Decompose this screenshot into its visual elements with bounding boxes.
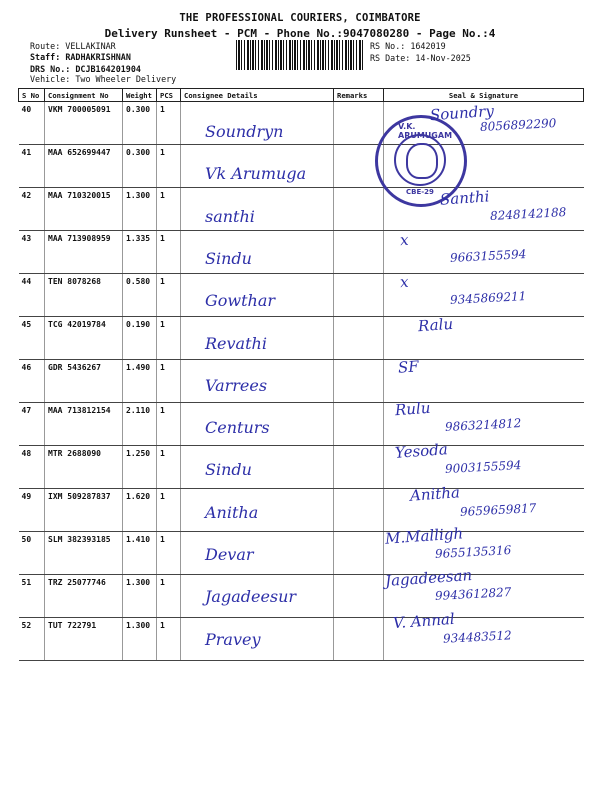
stamp-place: CBE-29 bbox=[406, 188, 434, 196]
consignment-number: TRZ 25077746 bbox=[45, 575, 123, 618]
remarks-cell bbox=[334, 317, 384, 360]
consignment-number: MAA 713812154 bbox=[45, 403, 123, 446]
remarks-cell bbox=[334, 360, 384, 403]
weight: 1.490 bbox=[123, 360, 157, 403]
pieces: 1 bbox=[157, 102, 181, 145]
handwritten-signature: Jagadeesan bbox=[384, 566, 473, 591]
consignee-cell bbox=[181, 446, 334, 489]
col-weight: Weight bbox=[123, 89, 157, 102]
handwritten-phone: 9655135316 bbox=[434, 543, 512, 561]
consignee-handwritten-name: Vk Arumuga bbox=[205, 164, 307, 184]
pieces: 1 bbox=[157, 317, 181, 360]
serial-number: 48 bbox=[19, 446, 45, 489]
pieces: 1 bbox=[157, 532, 181, 575]
handwritten-signature: V. Annal bbox=[392, 609, 456, 632]
serial-number: 47 bbox=[19, 403, 45, 446]
staff-name: RADHAKRISHNAN bbox=[65, 52, 131, 62]
handwritten-signature: M.Malligh bbox=[384, 524, 464, 548]
handwritten-signature: Santhi bbox=[439, 186, 490, 209]
consignment-number: MTR 2688090 bbox=[45, 446, 123, 489]
rs-number: RS No.: 1642019 bbox=[370, 41, 446, 51]
remarks-cell bbox=[334, 618, 384, 661]
consignment-number: MAA 710320015 bbox=[45, 188, 123, 231]
handwritten-phone: 9943612827 bbox=[434, 585, 512, 604]
weight: 0.300 bbox=[123, 102, 157, 145]
serial-number: 42 bbox=[19, 188, 45, 231]
weight: 0.190 bbox=[123, 317, 157, 360]
staff-line bbox=[30, 52, 131, 63]
drs-number: DCJB164201904 bbox=[75, 64, 141, 74]
serial-number: 43 bbox=[19, 231, 45, 274]
col-remarks: Remarks bbox=[334, 89, 384, 102]
pieces: 1 bbox=[157, 231, 181, 274]
handwritten-signature: Ralu bbox=[417, 314, 454, 335]
col-signature: Seal & Signature bbox=[384, 89, 584, 102]
remarks-cell bbox=[334, 102, 384, 145]
col-sno: S No bbox=[19, 89, 45, 102]
remarks-cell bbox=[334, 489, 384, 532]
consignment-number: TCG 42019784 bbox=[45, 317, 123, 360]
col-consignee: Consignee Details bbox=[181, 89, 334, 102]
handwritten-signature: SF bbox=[397, 357, 420, 377]
staff-label: Staff: bbox=[30, 52, 61, 62]
remarks-cell bbox=[334, 532, 384, 575]
consignee-handwritten-name: santhi bbox=[205, 206, 255, 226]
col-consignment: Consignment No bbox=[45, 89, 123, 102]
remarks-cell bbox=[334, 575, 384, 618]
serial-number: 52 bbox=[19, 618, 45, 661]
vehicle: Vehicle: Two Wheeler Delivery bbox=[30, 74, 177, 84]
company-title: THE PROFESSIONAL COURIERS, COIMBATORE bbox=[179, 12, 421, 24]
consignment-number: MAA 652699447 bbox=[45, 145, 123, 188]
pieces: 1 bbox=[157, 489, 181, 532]
serial-number: 44 bbox=[19, 274, 45, 317]
consignee-handwritten-name: Gowthar bbox=[205, 291, 276, 311]
stamp-name: V.K. ARUMUGAM bbox=[398, 122, 453, 140]
handwritten-signature: x bbox=[399, 230, 410, 250]
weight: 1.410 bbox=[123, 532, 157, 575]
consignee-handwritten-name: Sindu bbox=[205, 460, 252, 480]
remarks-cell bbox=[334, 446, 384, 489]
remarks-cell bbox=[334, 403, 384, 446]
consignee-cell bbox=[181, 188, 334, 231]
consignment-number: VKM 700005091 bbox=[45, 102, 123, 145]
consignment-number: GDR 5436267 bbox=[45, 360, 123, 403]
route: Route: VELLAKINAR bbox=[30, 41, 116, 51]
handwritten-phone: 9663155594 bbox=[449, 246, 527, 265]
consignee-handwritten-name: Jagadeesur bbox=[205, 587, 297, 607]
drs-label: DRS No.: bbox=[30, 64, 71, 74]
handwritten-phone: 8248142188 bbox=[489, 204, 567, 223]
pieces: 1 bbox=[157, 360, 181, 403]
pieces: 1 bbox=[157, 403, 181, 446]
remarks-cell bbox=[334, 188, 384, 231]
handwritten-signature: x bbox=[399, 272, 410, 292]
runsheet-subtitle: Delivery Runsheet - PCM - Phone No.:9047080280 - Page No.:4 bbox=[104, 27, 496, 40]
handwritten-signature: Rulu bbox=[394, 398, 432, 420]
deity-face-icon bbox=[406, 143, 438, 179]
pieces: 1 bbox=[157, 446, 181, 489]
consignee-handwritten-name: Anitha bbox=[205, 502, 259, 522]
handwritten-signature: Anitha bbox=[409, 482, 461, 505]
consignee-cell bbox=[181, 231, 334, 274]
consignee-handwritten-name: Revathi bbox=[205, 333, 267, 353]
handwritten-phone: 9003155594 bbox=[444, 458, 522, 477]
handwritten-signature: Soundry bbox=[429, 101, 495, 125]
pieces: 1 bbox=[157, 188, 181, 231]
signature-cell bbox=[384, 317, 584, 360]
weight: 1.250 bbox=[123, 446, 157, 489]
table-header bbox=[19, 89, 584, 102]
weight: 1.300 bbox=[123, 618, 157, 661]
consignment-number: SLM 382393185 bbox=[45, 532, 123, 575]
weight: 1.620 bbox=[123, 489, 157, 532]
table-row bbox=[19, 360, 584, 403]
remarks-cell bbox=[334, 231, 384, 274]
pieces: 1 bbox=[157, 575, 181, 618]
consignee-handwritten-name: Sindu bbox=[205, 248, 252, 268]
serial-number: 40 bbox=[19, 102, 45, 145]
pieces: 1 bbox=[157, 618, 181, 661]
consignment-number: TEN 8078268 bbox=[45, 274, 123, 317]
consignee-handwritten-name: Centurs bbox=[205, 418, 270, 438]
handwritten-phone: 8056892290 bbox=[479, 116, 557, 134]
weight: 2.110 bbox=[123, 403, 157, 446]
serial-number: 50 bbox=[19, 532, 45, 575]
barcode bbox=[236, 40, 364, 70]
consignment-number: MAA 713908959 bbox=[45, 231, 123, 274]
consignee-cell bbox=[181, 532, 334, 575]
weight: 1.300 bbox=[123, 188, 157, 231]
handwritten-phone: 934483512 bbox=[442, 627, 513, 646]
pieces: 1 bbox=[157, 274, 181, 317]
weight: 0.300 bbox=[123, 145, 157, 188]
handwritten-phone: 9345869211 bbox=[449, 289, 527, 308]
rs-date: RS Date: 14-Nov-2025 bbox=[370, 53, 471, 63]
weight: 1.335 bbox=[123, 231, 157, 274]
weight: 1.300 bbox=[123, 575, 157, 618]
consignee-handwritten-name: Pravey bbox=[205, 629, 261, 649]
weight: 0.580 bbox=[123, 274, 157, 317]
remarks-cell bbox=[334, 274, 384, 317]
pieces: 1 bbox=[157, 145, 181, 188]
serial-number: 51 bbox=[19, 575, 45, 618]
table-row bbox=[19, 317, 584, 360]
handwritten-phone: 9863214812 bbox=[444, 416, 522, 435]
consignee-handwritten-name: Devar bbox=[205, 545, 254, 564]
consignee-handwritten-name: Soundryn bbox=[205, 122, 284, 141]
handwritten-signature: Yesoda bbox=[394, 440, 449, 463]
consignment-number: TUT 722791 bbox=[45, 618, 123, 661]
col-pcs: PCS bbox=[157, 89, 181, 102]
consignment-number: IXM 509287837 bbox=[45, 489, 123, 532]
consignee-handwritten-name: Varrees bbox=[205, 375, 268, 395]
handwritten-phone: 9659659817 bbox=[459, 500, 537, 519]
serial-number: 41 bbox=[19, 145, 45, 188]
serial-number: 46 bbox=[19, 360, 45, 403]
serial-number: 49 bbox=[19, 489, 45, 532]
serial-number: 45 bbox=[19, 317, 45, 360]
